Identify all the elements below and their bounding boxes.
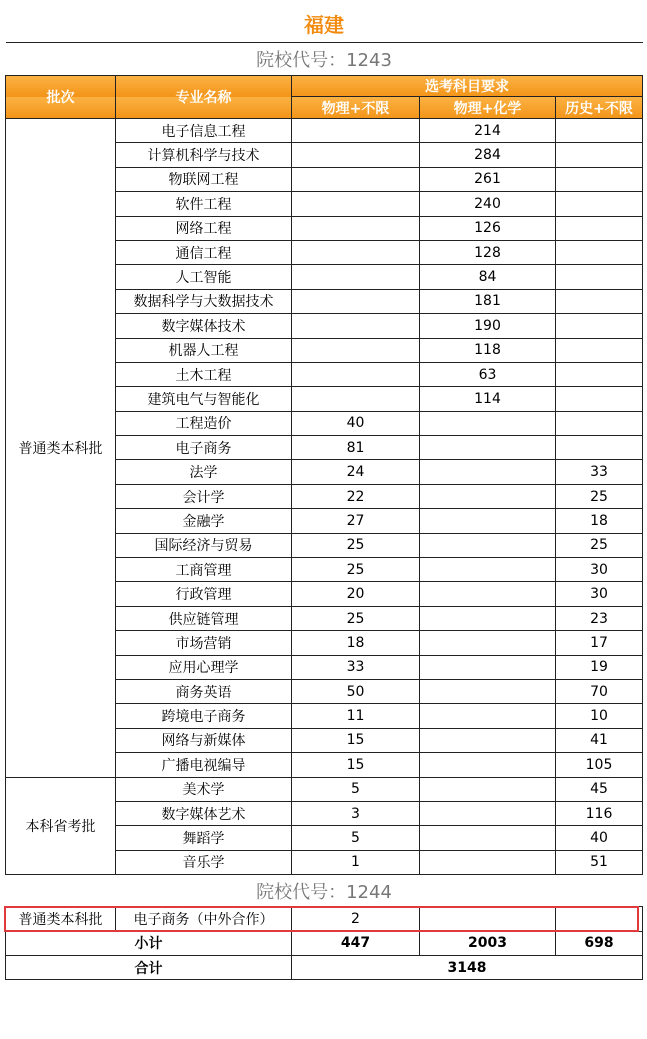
history-any-cell [556,167,643,191]
enrollment-table-wrapper [5,5,642,980]
batch-cell: 普通类本科批 [6,907,116,931]
total-value: 3148 [292,955,643,979]
physics-any-cell [292,143,420,167]
physics-any-cell [292,362,420,386]
subtotal-c3: 698 [556,931,643,955]
physics-any-cell [292,167,420,191]
subtotal-c1: 447 [292,931,420,955]
major-cell: 会计学 [116,484,292,508]
physics-any-cell: 24 [292,460,420,484]
subtotal-label: 小计 [6,931,292,955]
history-any-cell [556,411,643,435]
major-cell: 数字媒体技术 [116,314,292,338]
history-any-cell: 10 [556,704,643,728]
physics-chemistry-cell [420,826,556,850]
history-any-cell [556,240,643,264]
physics-any-cell [292,192,420,216]
history-any-cell: 17 [556,631,643,655]
major-cell: 供应链管理 [116,606,292,630]
physics-chemistry-cell [420,777,556,801]
major-cell: 国际经济与贸易 [116,533,292,557]
major-cell: 物联网工程 [116,167,292,191]
history-any-cell [556,436,643,460]
physics-any-cell: 5 [292,826,420,850]
history-any-cell [556,143,643,167]
table-row [6,777,643,801]
physics-chemistry-cell: 214 [420,119,556,143]
total-row [6,955,643,979]
major-cell: 网络工程 [116,216,292,240]
physics-chemistry-cell: 63 [420,362,556,386]
physics-any-cell: 33 [292,655,420,679]
major-cell: 音乐学 [116,850,292,874]
physics-any-cell [292,119,420,143]
physics-any-cell: 15 [292,753,420,777]
major-cell: 市场营销 [116,631,292,655]
physics-chemistry-cell: 114 [420,387,556,411]
major-cell: 金融学 [116,509,292,533]
history-any-cell: 25 [556,533,643,557]
subtotal-row [6,931,643,955]
major-cell: 软件工程 [116,192,292,216]
physics-chemistry-cell: 181 [420,289,556,313]
batch-cell: 普通类本科批 [6,119,116,778]
header-major: 专业名称 [116,76,292,119]
major-cell: 广播电视编导 [116,753,292,777]
history-any-cell: 19 [556,655,643,679]
major-cell: 通信工程 [116,240,292,264]
batch-cell: 本科省考批 [6,777,116,875]
physics-any-cell: 81 [292,436,420,460]
physics-any-cell [292,314,420,338]
major-cell: 计算机科学与技术 [116,143,292,167]
physics-any-cell [292,216,420,240]
physics-chemistry-cell [420,728,556,752]
history-any-cell [556,314,643,338]
physics-any-cell: 3 [292,801,420,825]
physics-chemistry-cell [420,907,556,931]
physics-chemistry-cell [420,509,556,533]
header-subject-requirements: 选考科目要求 [292,76,643,97]
physics-chemistry-cell: 126 [420,216,556,240]
physics-any-cell [292,265,420,289]
school-code-row [6,875,643,907]
header-history-any: 历史+不限 [556,97,643,119]
major-cell: 美术学 [116,777,292,801]
physics-any-cell: 11 [292,704,420,728]
history-any-cell: 41 [556,728,643,752]
major-cell: 商务英语 [116,679,292,703]
physics-any-cell: 40 [292,411,420,435]
major-cell: 机器人工程 [116,338,292,362]
physics-chemistry-cell [420,631,556,655]
major-cell: 工程造价 [116,411,292,435]
physics-any-cell: 15 [292,728,420,752]
major-cell: 行政管理 [116,582,292,606]
history-any-cell: 45 [556,777,643,801]
physics-chemistry-cell: 190 [420,314,556,338]
history-any-cell [556,216,643,240]
physics-chemistry-cell: 240 [420,192,556,216]
major-cell: 网络与新媒体 [116,728,292,752]
major-cell: 跨境电子商务 [116,704,292,728]
history-any-cell [556,265,643,289]
physics-chemistry-cell [420,606,556,630]
history-any-cell: 70 [556,679,643,703]
physics-any-cell: 50 [292,679,420,703]
physics-chemistry-cell [420,533,556,557]
physics-chemistry-cell: 118 [420,338,556,362]
subtotal-c2: 2003 [420,931,556,955]
history-any-cell [556,192,643,216]
physics-any-cell [292,289,420,313]
physics-chemistry-cell: 128 [420,240,556,264]
major-cell: 数据科学与大数据技术 [116,289,292,313]
physics-any-cell [292,338,420,362]
major-cell: 数字媒体艺术 [116,801,292,825]
table-row [6,119,643,143]
physics-any-cell: 22 [292,484,420,508]
history-any-cell: 51 [556,850,643,874]
history-any-cell [556,387,643,411]
physics-chemistry-cell [420,801,556,825]
physics-chemistry-cell [420,850,556,874]
physics-chemistry-cell: 84 [420,265,556,289]
physics-any-cell: 25 [292,533,420,557]
physics-any-cell: 2 [292,907,420,931]
header-batch: 批次 [6,76,116,119]
history-any-cell: 33 [556,460,643,484]
history-any-cell: 30 [556,558,643,582]
major-cell: 舞蹈学 [116,826,292,850]
major-cell: 建筑电气与智能化 [116,387,292,411]
history-any-cell: 25 [556,484,643,508]
physics-any-cell: 1 [292,850,420,874]
physics-any-cell: 5 [292,777,420,801]
province-title: 福建 [304,13,344,37]
history-any-cell: 40 [556,826,643,850]
history-any-cell: 105 [556,753,643,777]
major-cell: 土木工程 [116,362,292,386]
physics-any-cell [292,387,420,411]
history-any-cell [556,289,643,313]
physics-chemistry-cell [420,460,556,484]
history-any-cell [556,907,643,931]
major-cell: 应用心理学 [116,655,292,679]
physics-any-cell: 25 [292,606,420,630]
physics-any-cell: 25 [292,558,420,582]
major-cell: 电子信息工程 [116,119,292,143]
table-row-highlighted [6,907,643,931]
physics-chemistry-cell [420,558,556,582]
history-any-cell [556,338,643,362]
major-cell: 电子商务 [116,436,292,460]
physics-any-cell: 27 [292,509,420,533]
physics-chemistry-cell [420,582,556,606]
major-cell: 人工智能 [116,265,292,289]
school-code-1243: 院校代号：1243 [6,43,643,76]
physics-chemistry-cell [420,411,556,435]
history-any-cell: 23 [556,606,643,630]
physics-chemistry-cell [420,436,556,460]
major-cell: 法学 [116,460,292,484]
enrollment-table [5,5,643,980]
history-any-cell [556,362,643,386]
major-cell: 电子商务（中外合作） [116,907,292,931]
header-physics-chemistry: 物理+化学 [420,97,556,119]
header-physics-any: 物理+不限 [292,97,420,119]
header-row-top [6,76,643,97]
physics-chemistry-cell [420,655,556,679]
physics-chemistry-cell [420,484,556,508]
history-any-cell: 18 [556,509,643,533]
history-any-cell: 30 [556,582,643,606]
history-any-cell [556,119,643,143]
total-label: 合计 [6,955,292,979]
physics-chemistry-cell: 284 [420,143,556,167]
physics-any-cell [292,240,420,264]
school-code-1244: 院校代号：1244 [6,875,643,907]
physics-any-cell: 18 [292,631,420,655]
physics-any-cell: 20 [292,582,420,606]
physics-chemistry-cell [420,704,556,728]
physics-chemistry-cell: 261 [420,167,556,191]
major-cell: 工商管理 [116,558,292,582]
physics-chemistry-cell [420,679,556,703]
physics-chemistry-cell [420,753,556,777]
table-body [6,5,643,980]
history-any-cell: 116 [556,801,643,825]
